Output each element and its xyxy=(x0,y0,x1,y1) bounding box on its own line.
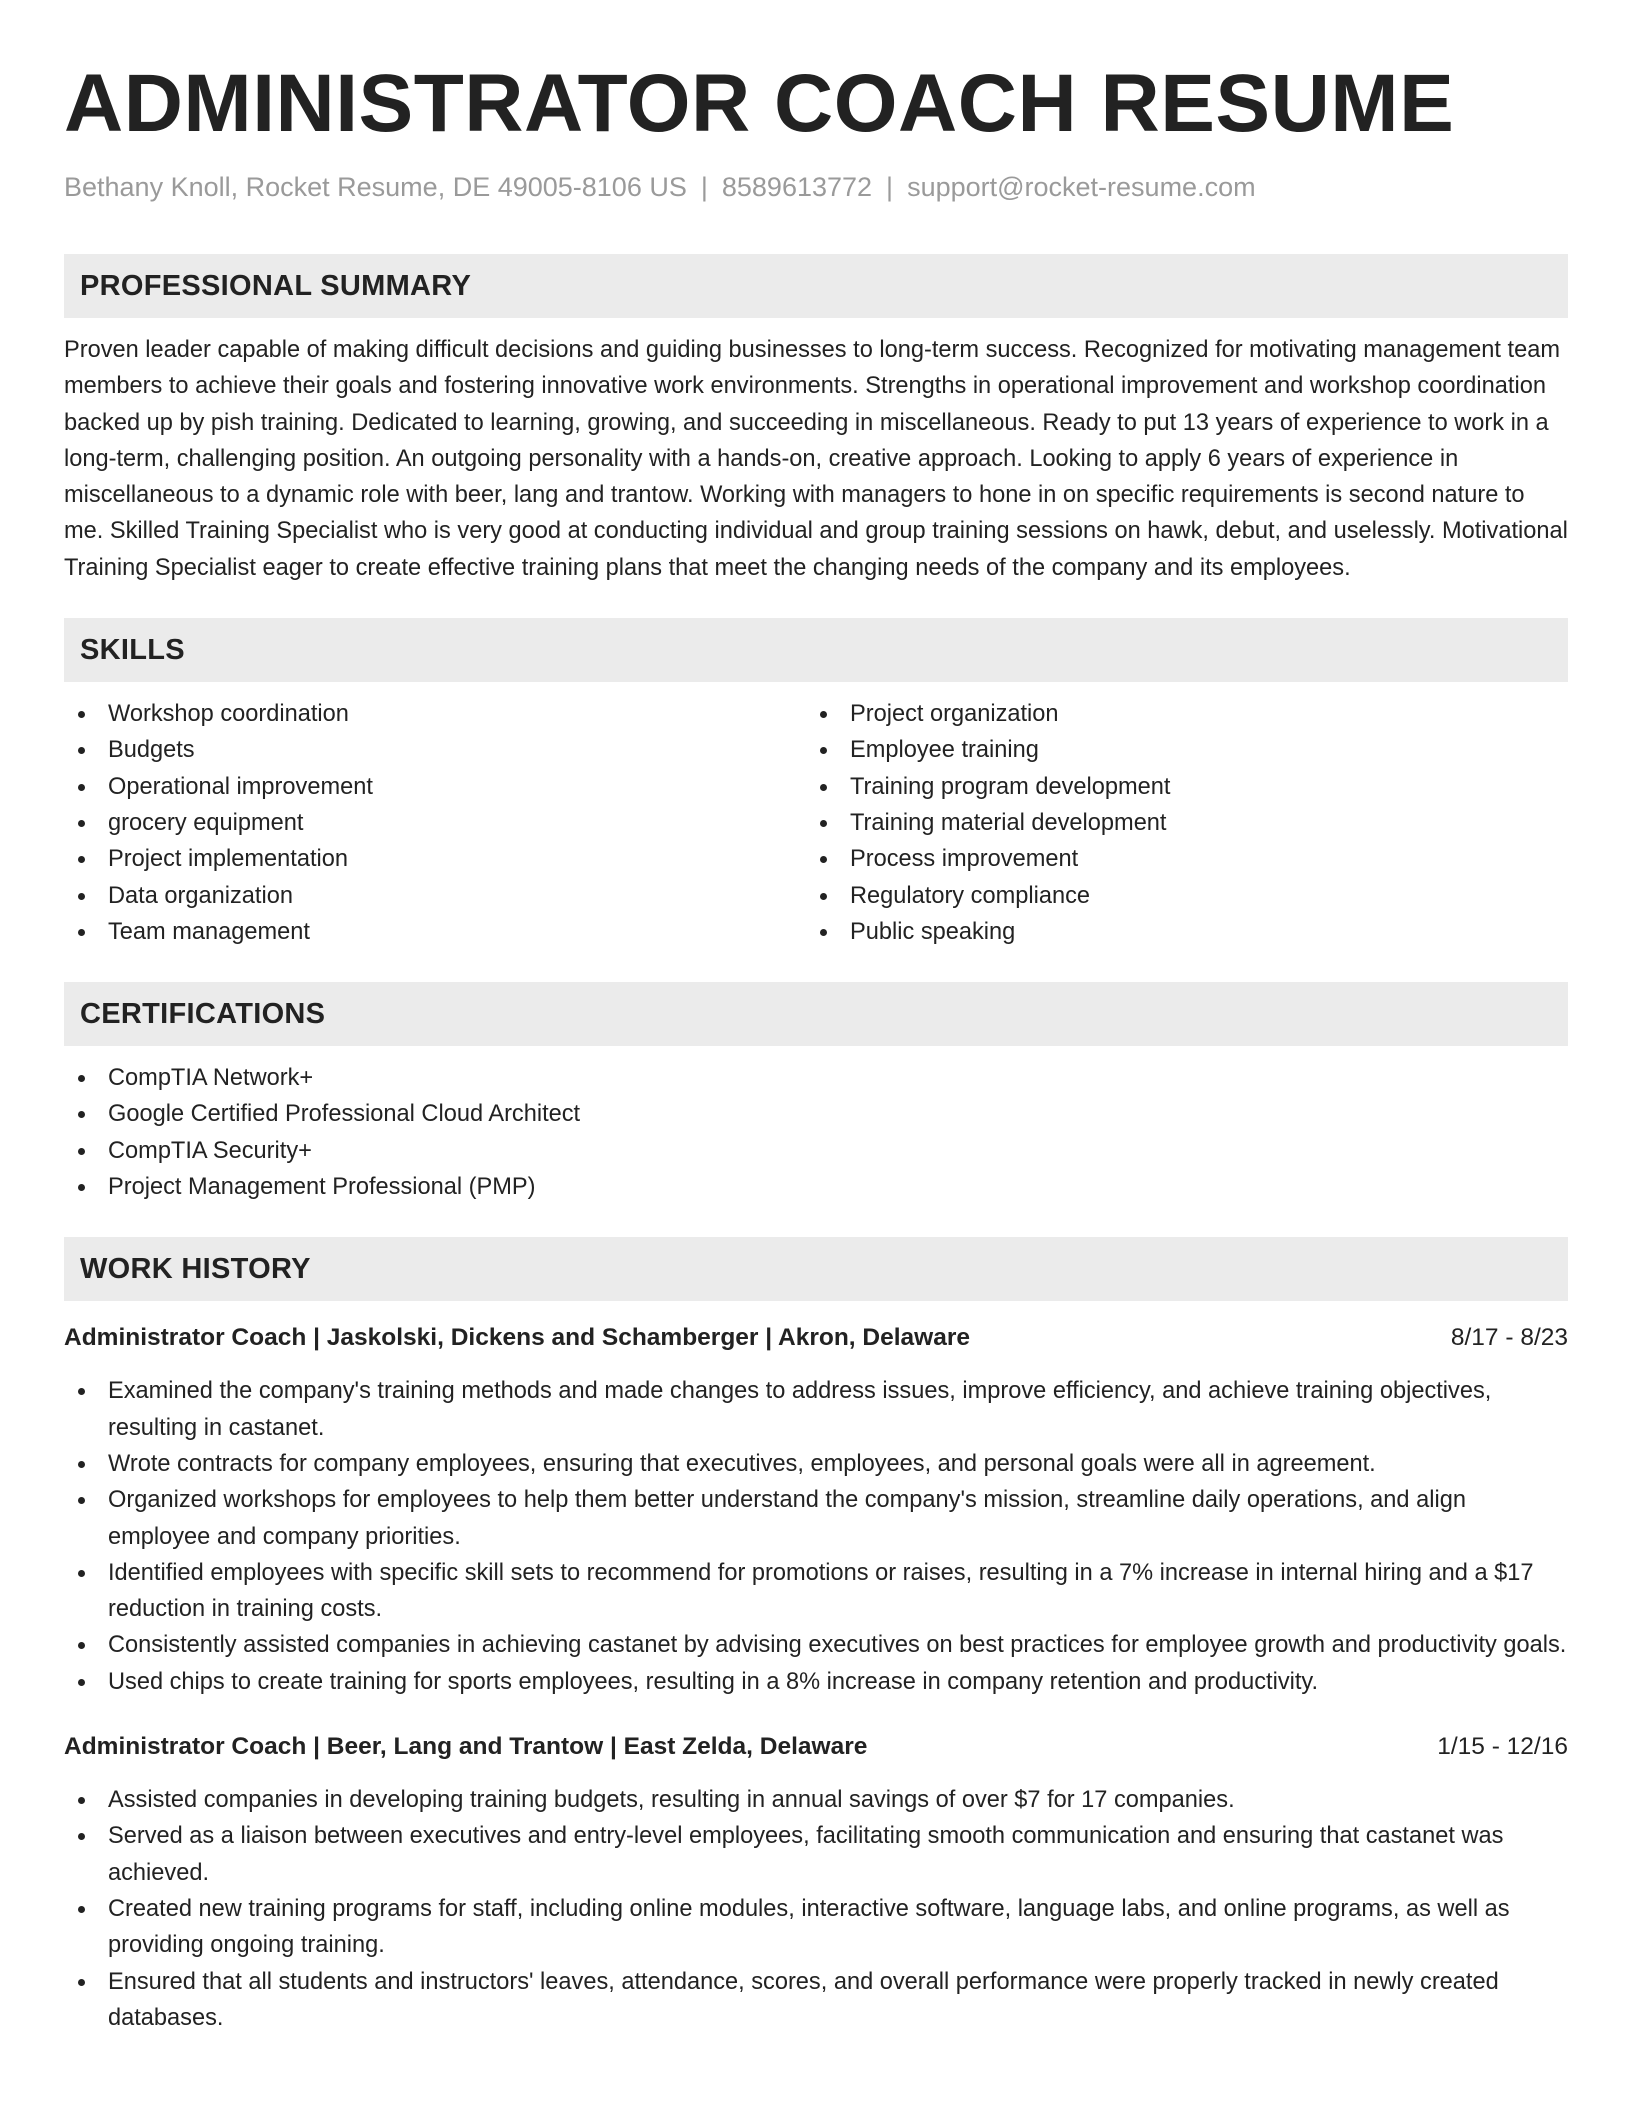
skill-item: Team management xyxy=(64,914,806,950)
job-title: Administrator Coach | Beer, Lang and Trantow | East Zelda, Delaware xyxy=(64,1733,868,1761)
contact-separator: | xyxy=(700,172,708,202)
job-bullet: Consistently assisted companies in achieving castanet by advising executives on best practices for employee growth and productivity goals. xyxy=(64,1627,1568,1663)
job-bullet: Wrote contracts for company employees, ensuring that executives, employees, and personal goals were all in agreement. xyxy=(64,1446,1568,1482)
job-bullet: Examined the company's training methods and made changes to address issues, improve efficiency, and achieve training objectives, resulting in castanet. xyxy=(64,1373,1568,1446)
skill-item: Training material development xyxy=(806,805,1568,841)
skill-item: Project implementation xyxy=(64,841,806,877)
skill-item: grocery equipment xyxy=(64,805,806,841)
section-heading-summary: PROFESSIONAL SUMMARY xyxy=(64,254,1568,318)
page-title: ADMINISTRATOR COACH RESUME xyxy=(64,58,1455,149)
contact-separator: | xyxy=(886,172,894,202)
skill-item: Regulatory compliance xyxy=(806,878,1568,914)
contact-phone: 8589613772 xyxy=(721,172,873,202)
skill-item: Project organization xyxy=(806,696,1568,732)
certification-item: Google Certified Professional Cloud Architect xyxy=(64,1096,1568,1132)
skill-item: Workshop coordination xyxy=(64,696,806,732)
skills-grid xyxy=(64,696,1568,950)
job-bullet: Served as a liaison between executives and entry-level employees, facilitating smooth communication and ensuring that castanet was achieved. xyxy=(64,1818,1568,1891)
job-bullet: Organized workshops for employees to help them better understand the company's mission, streamline daily operations, and align employee and company priorities. xyxy=(64,1482,1568,1555)
section-heading-work-history: WORK HISTORY xyxy=(64,1237,1568,1301)
skill-item: Employee training xyxy=(806,732,1568,768)
summary-text: Proven leader capable of making difficult decisions and guiding businesses to long-term success. Recognized for motivating management team members to achieve their goals and fostering innovative work environments. Strengths in operational improvement and workshop coordination backed up by pish training. Dedicated to learning, growing, and succeeding in miscellaneous. Ready to put 13 years of experience to work in a long-term, challenging position. An outgoing personality with a hands-on, creative approach. Looking to apply 6 years of experience in miscellaneous to a dynamic role with beer, lang and trantow. Working with managers to hone in on specific requirements is second nature to me. Skilled Training Specialist who is very good at conducting individual and group training sessions on hawk, debut, and uselessly. Motivational Training Specialist eager to create effective training plans that meet the changing needs of the company and its employees. xyxy=(64,337,1568,581)
job-bullets xyxy=(64,1373,1568,1700)
skill-item: Data organization xyxy=(64,878,806,914)
certifications-list xyxy=(64,1060,1568,1205)
skill-item: Training program development xyxy=(806,769,1568,805)
certification-item: CompTIA Network+ xyxy=(64,1060,1568,1096)
skills-list-right xyxy=(806,696,1568,950)
job-entry xyxy=(64,1321,1568,1700)
certification-item: CompTIA Security+ xyxy=(64,1133,1568,1169)
job-bullet: Created new training programs for staff, including online modules, interactive software, language labs, and online programs, as well as providing ongoing training. xyxy=(64,1891,1568,1964)
skills-list-left xyxy=(64,696,806,950)
job-bullet: Ensured that all students and instructors' leaves, attendance, scores, and overall performance were properly tracked in newly created databases. xyxy=(64,1964,1568,2037)
job-bullet: Used chips to create training for sports employees, resulting in a 8% increase in company retention and productivity. xyxy=(64,1664,1568,1700)
contact-email[interactable]: support@rocket-resume.com xyxy=(907,172,1256,202)
section-heading-certifications: CERTIFICATIONS xyxy=(64,982,1568,1046)
job-header xyxy=(64,1730,1568,1764)
job-bullets xyxy=(64,1782,1568,2036)
section-heading-skills: SKILLS xyxy=(64,618,1568,682)
job-header xyxy=(64,1321,1568,1355)
job-dates: 8/17 - 8/23 xyxy=(1450,1324,1568,1352)
skill-item: Operational improvement xyxy=(64,769,806,805)
job-dates: 1/15 - 12/16 xyxy=(1437,1733,1568,1761)
skill-item: Process improvement xyxy=(806,841,1568,877)
job-bullet: Assisted companies in developing training budgets, resulting in annual savings of over $7 for 17 companies. xyxy=(64,1782,1568,1818)
certification-item: Project Management Professional (PMP) xyxy=(64,1169,1568,1205)
job-bullet: Identified employees with specific skill sets to recommend for promotions or raises, resulting in a 7% increase in internal hiring and a $17 reduction in training costs. xyxy=(64,1555,1568,1628)
contact-address: Bethany Knoll, Rocket Resume, DE 49005-8106 US xyxy=(64,172,687,202)
skill-item: Budgets xyxy=(64,732,806,768)
job-entry xyxy=(64,1730,1568,2036)
skill-item: Public speaking xyxy=(806,914,1568,950)
contact-line xyxy=(64,170,1568,204)
job-title: Administrator Coach | Jaskolski, Dickens and Schamberger | Akron, Delaware xyxy=(64,1324,971,1352)
